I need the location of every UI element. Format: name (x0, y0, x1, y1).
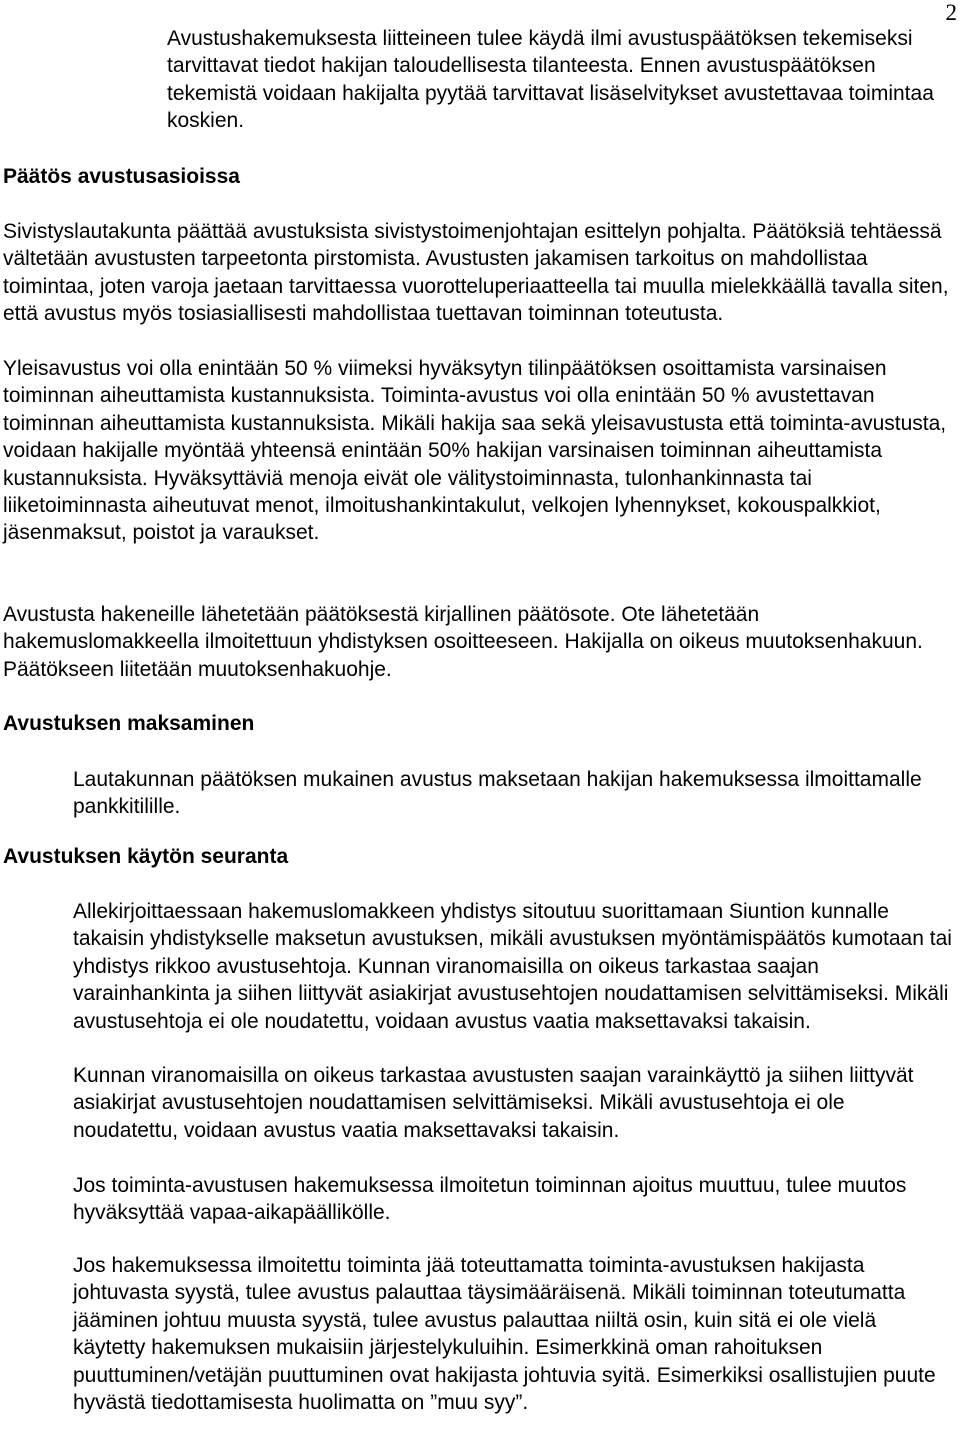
decision-paragraph-3: Avustusta hakeneille lähetetään päätöksestä kirjallinen päätösote. Ote lähetetään hakemuslomakkeella ilmoitettuun yhdistyksen osoitteeseen. Hakijalla on oikeus muutoksenhakuun. Päätökseen liitetään muutoksenhakuohje. (3, 603, 923, 681)
monitoring-paragraph-4: Jos hakemuksessa ilmoitettu toiminta jää toteuttamatta toiminta-avustuksen hakijasta johtuvasta syystä, tulee avustus palauttaa täysimääräisenä. Mikäli toiminnan toteutumatta jääminen johtuu muusta syystä, tulee avustus palauttaa niiltä osin, kuin sitä ei ole vielä käytetty hakemuksen mukaisiin järjestelykuluihin. Esimerkkinä oman rahoituksen puuttuminen/vetäjän puuttuminen ovat hakijasta johtuvia syitä. Esimerkiksi osallistujien puute hyvästä tiedottamisesta huolimatta on ”muu syy”. (73, 1254, 936, 1415)
intro-paragraph: Avustushakemuksesta liitteineen tulee käydä ilmi avustuspäätöksen tekemiseksi tarvittavat tiedot hakijan taloudellisesta tilanteesta. Ennen avustuspäätöksen tekemistä voidaan hakijalta pyytää tarvittavat lisäselvitykset avustettavaa toimintaa koskien. (167, 27, 934, 133)
section-heading-decision: Päätös avustusasioissa (3, 165, 240, 188)
monitoring-paragraph-2: Kunnan viranomaisilla on oikeus tarkastaa avustusten saajan varainkäyttö ja siihen liittyvät asiakirjat avustusehtojen noudattamisen selvittämiseksi. Mikäli avustusehtoja ei ole noudatettu, voidaan avustus vaatia maksettavaksi takaisin. (73, 1064, 914, 1142)
section-heading-monitoring: Avustuksen käytön seuranta (3, 845, 289, 868)
payment-paragraph: Lautakunnan päätöksen mukainen avustus maksetaan hakijan hakemuksessa ilmoittamalle pankkitilille. (73, 768, 922, 819)
page-number: 2 (945, 0, 957, 25)
monitoring-paragraph-3: Jos toiminta-avustusen hakemuksessa ilmoitetun toiminnan ajoitus muuttuu, tulee muutos hyväksyttää vapaa-aikapäällikölle. (73, 1174, 907, 1225)
decision-paragraph-2: Yleisavustus voi olla enintään 50 % viimeksi hyväksytyn tilinpäätöksen osoittamista varsinaisen toiminnan aiheuttamista kustannuksista. Toiminta-avustus voi olla enintään 50 % avustettavan toiminnan aiheuttamista kustannuksista. Mikäli hakija saa sekä yleisavustusta että toiminta-avustusta, voidaan hakijalle myöntää yhteensä enintään 50% hakijan varsinaisen toiminnan aiheuttamista kustannuksista. Hyväksyttäviä menoja eivät ole välitystoiminnasta, tulonhankinnasta tai liiketoiminnasta aiheutuvat menot, ilmoitushankintakulut, velkojen lyhennykset, kokouspalkkiot, jäsenmaksut, poistot ja varaukset. (3, 357, 947, 545)
section-heading-payment: Avustuksen maksaminen (3, 712, 255, 735)
monitoring-paragraph-1: Allekirjoittaessaan hakemuslomakkeen yhdistys sitoutuu suorittamaan Siuntion kunnalle takaisin yhdistykselle maksetun avustuksen, mikäli avustuksen myöntämispäätös kumotaan tai yhdistys rikkoo avustusehtoja. Kunnan viranomaisilla on oikeus tarkastaa saajan varainhankinta ja siihen liittyvät asiakirjat avustusehtojen noudattamisen selvittämiseksi. Mikäli avustusehtoja ei ole noudatettu, voidaan avustus vaatia maksettavaksi takaisin. (73, 900, 952, 1033)
decision-paragraph-1: Sivistyslautakunta päättää avustuksista sivistystoimenjohtajan esittelyn pohjalta. Päätöksiä tehtäessä vältetään avustusten tarpeetonta pirstomista. Avustusten jakamisen tarkoitus on mahdollistaa toimintaa, joten varoja jaetaan tarvittaessa vuorotteluperiaatteella tai muulla mielekkäällä tavalla siten, että avustus myös tosiasiallisesti mahdollistaa tuettavan toiminnan toteutusta. (3, 220, 949, 326)
